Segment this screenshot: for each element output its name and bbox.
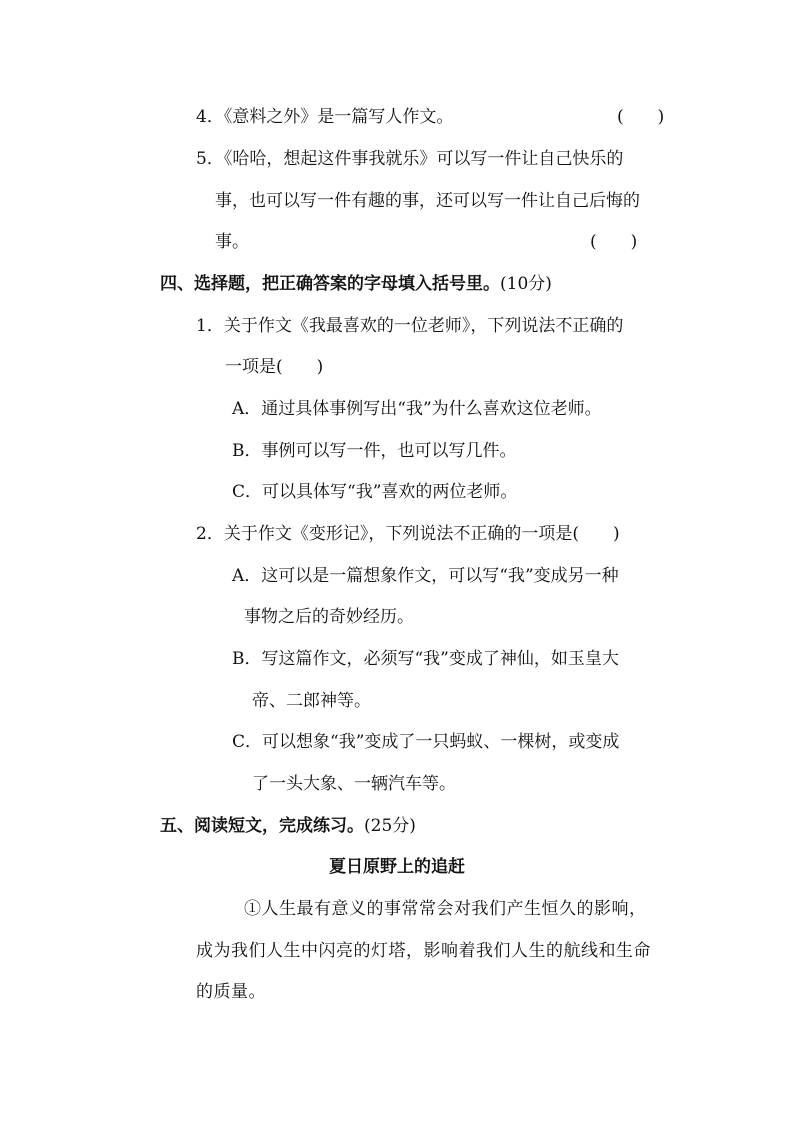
section-4-title: 四、选择题，把正确答案的字母填入括号里。 bbox=[160, 274, 500, 294]
section-4-score: (10分) bbox=[500, 274, 552, 294]
judgement-item-4: 4．《意料之外》是一篇写人作文。 bbox=[196, 107, 454, 127]
question-2-option-c-line1[interactable]: C．可以想象“我”变成了一只蚂蚁、一棵树，或变成 bbox=[232, 732, 620, 752]
passage-paragraph-1-line2: 成为我们人生中闪亮的灯塔，影响着我们人生的航线和生命 bbox=[196, 941, 651, 961]
question-2-option-a-line1[interactable]: A．这可以是一篇想象作文，可以写“我”变成另一种 bbox=[232, 566, 619, 586]
question-2-option-b-line2: 帝、二郎神等。 bbox=[252, 691, 371, 711]
question-1-line1: 1．关于作文《我最喜欢的一位老师》，下列说法不正确的 bbox=[196, 316, 624, 336]
answer-bracket-4[interactable]: ( ) bbox=[617, 107, 665, 127]
answer-bracket-5[interactable]: ( ) bbox=[590, 232, 638, 252]
section-4-heading bbox=[160, 272, 552, 296]
question-2-option-a-line2: 事物之后的奇妙经历。 bbox=[244, 607, 414, 627]
passage-paragraph-1-line1: ①人生最有意义的事常常会对我们产生恒久的影响， bbox=[244, 899, 647, 919]
section-5-heading bbox=[160, 814, 416, 838]
question-1-option-b[interactable]: B．事例可以写一件，也可以写几件。 bbox=[232, 441, 517, 461]
question-1-option-a[interactable]: A．通过具体事例写出“我”为什么喜欢这位老师。 bbox=[232, 399, 602, 419]
judgement-item-5-line2: 事，也可以写一件有趣的事，还可以写一件让自己后悔的 bbox=[215, 191, 640, 211]
passage-paragraph-1-line3: 的质量。 bbox=[196, 982, 266, 1002]
passage-title: 夏日原野上的追赶 bbox=[329, 857, 465, 877]
question-2-option-b-line1[interactable]: B．写这篇作文，必须写“我”变成了神仙，如玉皇大 bbox=[232, 649, 619, 669]
section-5-title: 五、阅读短文，完成练习。 bbox=[160, 816, 364, 836]
question-1-option-c[interactable]: C．可以具体写“我”喜欢的两位老师。 bbox=[232, 482, 518, 502]
question-2-option-c-line2: 了一头大象、一辆汽车等。 bbox=[252, 774, 456, 794]
judgement-item-5-line1: 5．《哈哈，想起这件事我就乐》可以写一件让自己快乐的 bbox=[196, 149, 624, 169]
judgement-item-5-line3: 事。 bbox=[215, 232, 249, 252]
question-2-line1: 2．关于作文《变形记》，下列说法不正确的一项是( ) bbox=[196, 524, 620, 544]
section-5-score: (25分) bbox=[364, 816, 416, 836]
question-1-line2: 一项是( ) bbox=[225, 357, 324, 377]
